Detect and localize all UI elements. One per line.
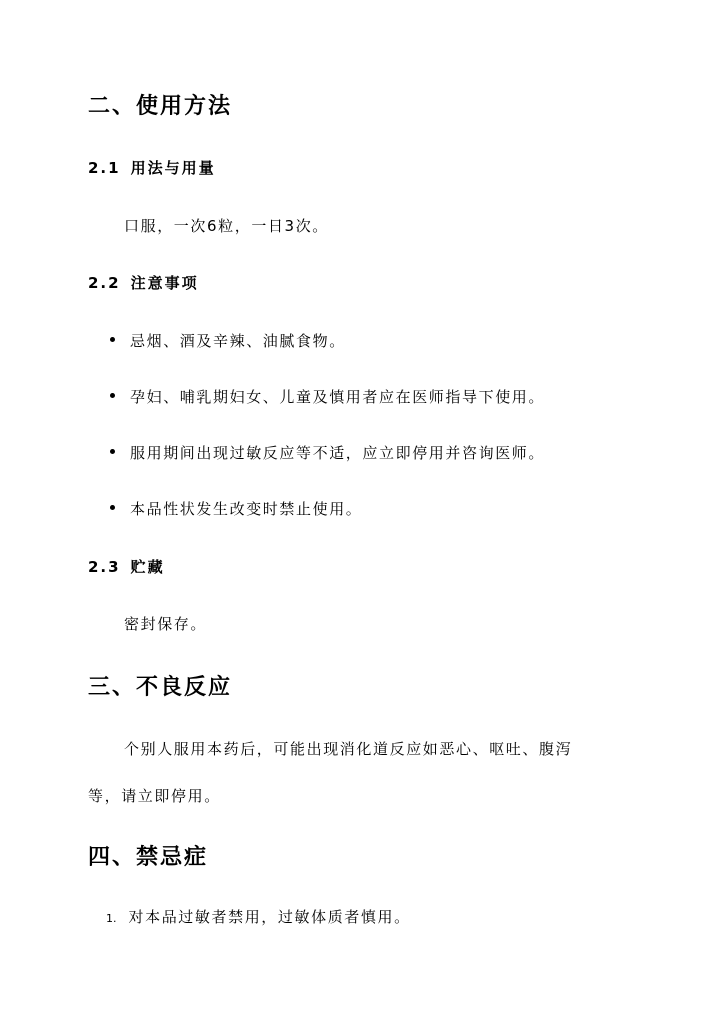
list-item: [110, 386, 545, 407]
section-heading-contraindications: 四、禁忌症: [88, 845, 209, 870]
list-item-text: 本品性状发生改变时禁止使用。: [130, 500, 363, 518]
list-number: 1.: [106, 912, 117, 925]
section-heading-usage: 二、使用方法: [88, 94, 233, 119]
subheading-title: 贮藏: [130, 558, 165, 576]
adverse-reactions-text-line2: 等，请立即停用。: [88, 787, 221, 805]
storage-text: 密封保存。: [124, 615, 208, 633]
list-item-text: 忌烟、酒及辛辣、油腻食物。: [130, 332, 346, 350]
subheading-dosage: [88, 157, 216, 178]
numbered-list-item: [106, 906, 411, 927]
subheading-title: 注意事项: [130, 274, 199, 292]
bullet-icon: [110, 505, 115, 510]
list-item-text: 对本品过敏者禁用，过敏体质者慎用。: [128, 908, 411, 926]
adverse-reactions-text-line1: 个别人服用本药后，可能出现消化道反应如恶心、呕吐、腹泻: [124, 740, 573, 758]
bullet-icon: [110, 337, 115, 342]
list-item: [110, 330, 346, 351]
subheading-storage: [88, 556, 165, 577]
subheading-number: 2.3: [88, 558, 121, 576]
list-item-text: 孕妇、哺乳期妇女、儿童及慎用者应在医师指导下使用。: [130, 388, 546, 406]
list-item-text: 服用期间出现过敏反应等不适，应立即停用并咨询医师。: [130, 444, 546, 462]
list-item: [110, 442, 545, 463]
dosage-text: 口服，一次6粒，一日3次。: [124, 217, 329, 235]
subheading-precautions: [88, 272, 199, 293]
subheading-number: 2.2: [88, 274, 121, 292]
bullet-icon: [110, 393, 115, 398]
list-item: [110, 498, 362, 519]
section-heading-adverse-reactions: 三、不良反应: [88, 675, 233, 700]
bullet-icon: [110, 449, 115, 454]
subheading-title: 用法与用量: [130, 159, 216, 177]
subheading-number: 2.1: [88, 159, 121, 177]
